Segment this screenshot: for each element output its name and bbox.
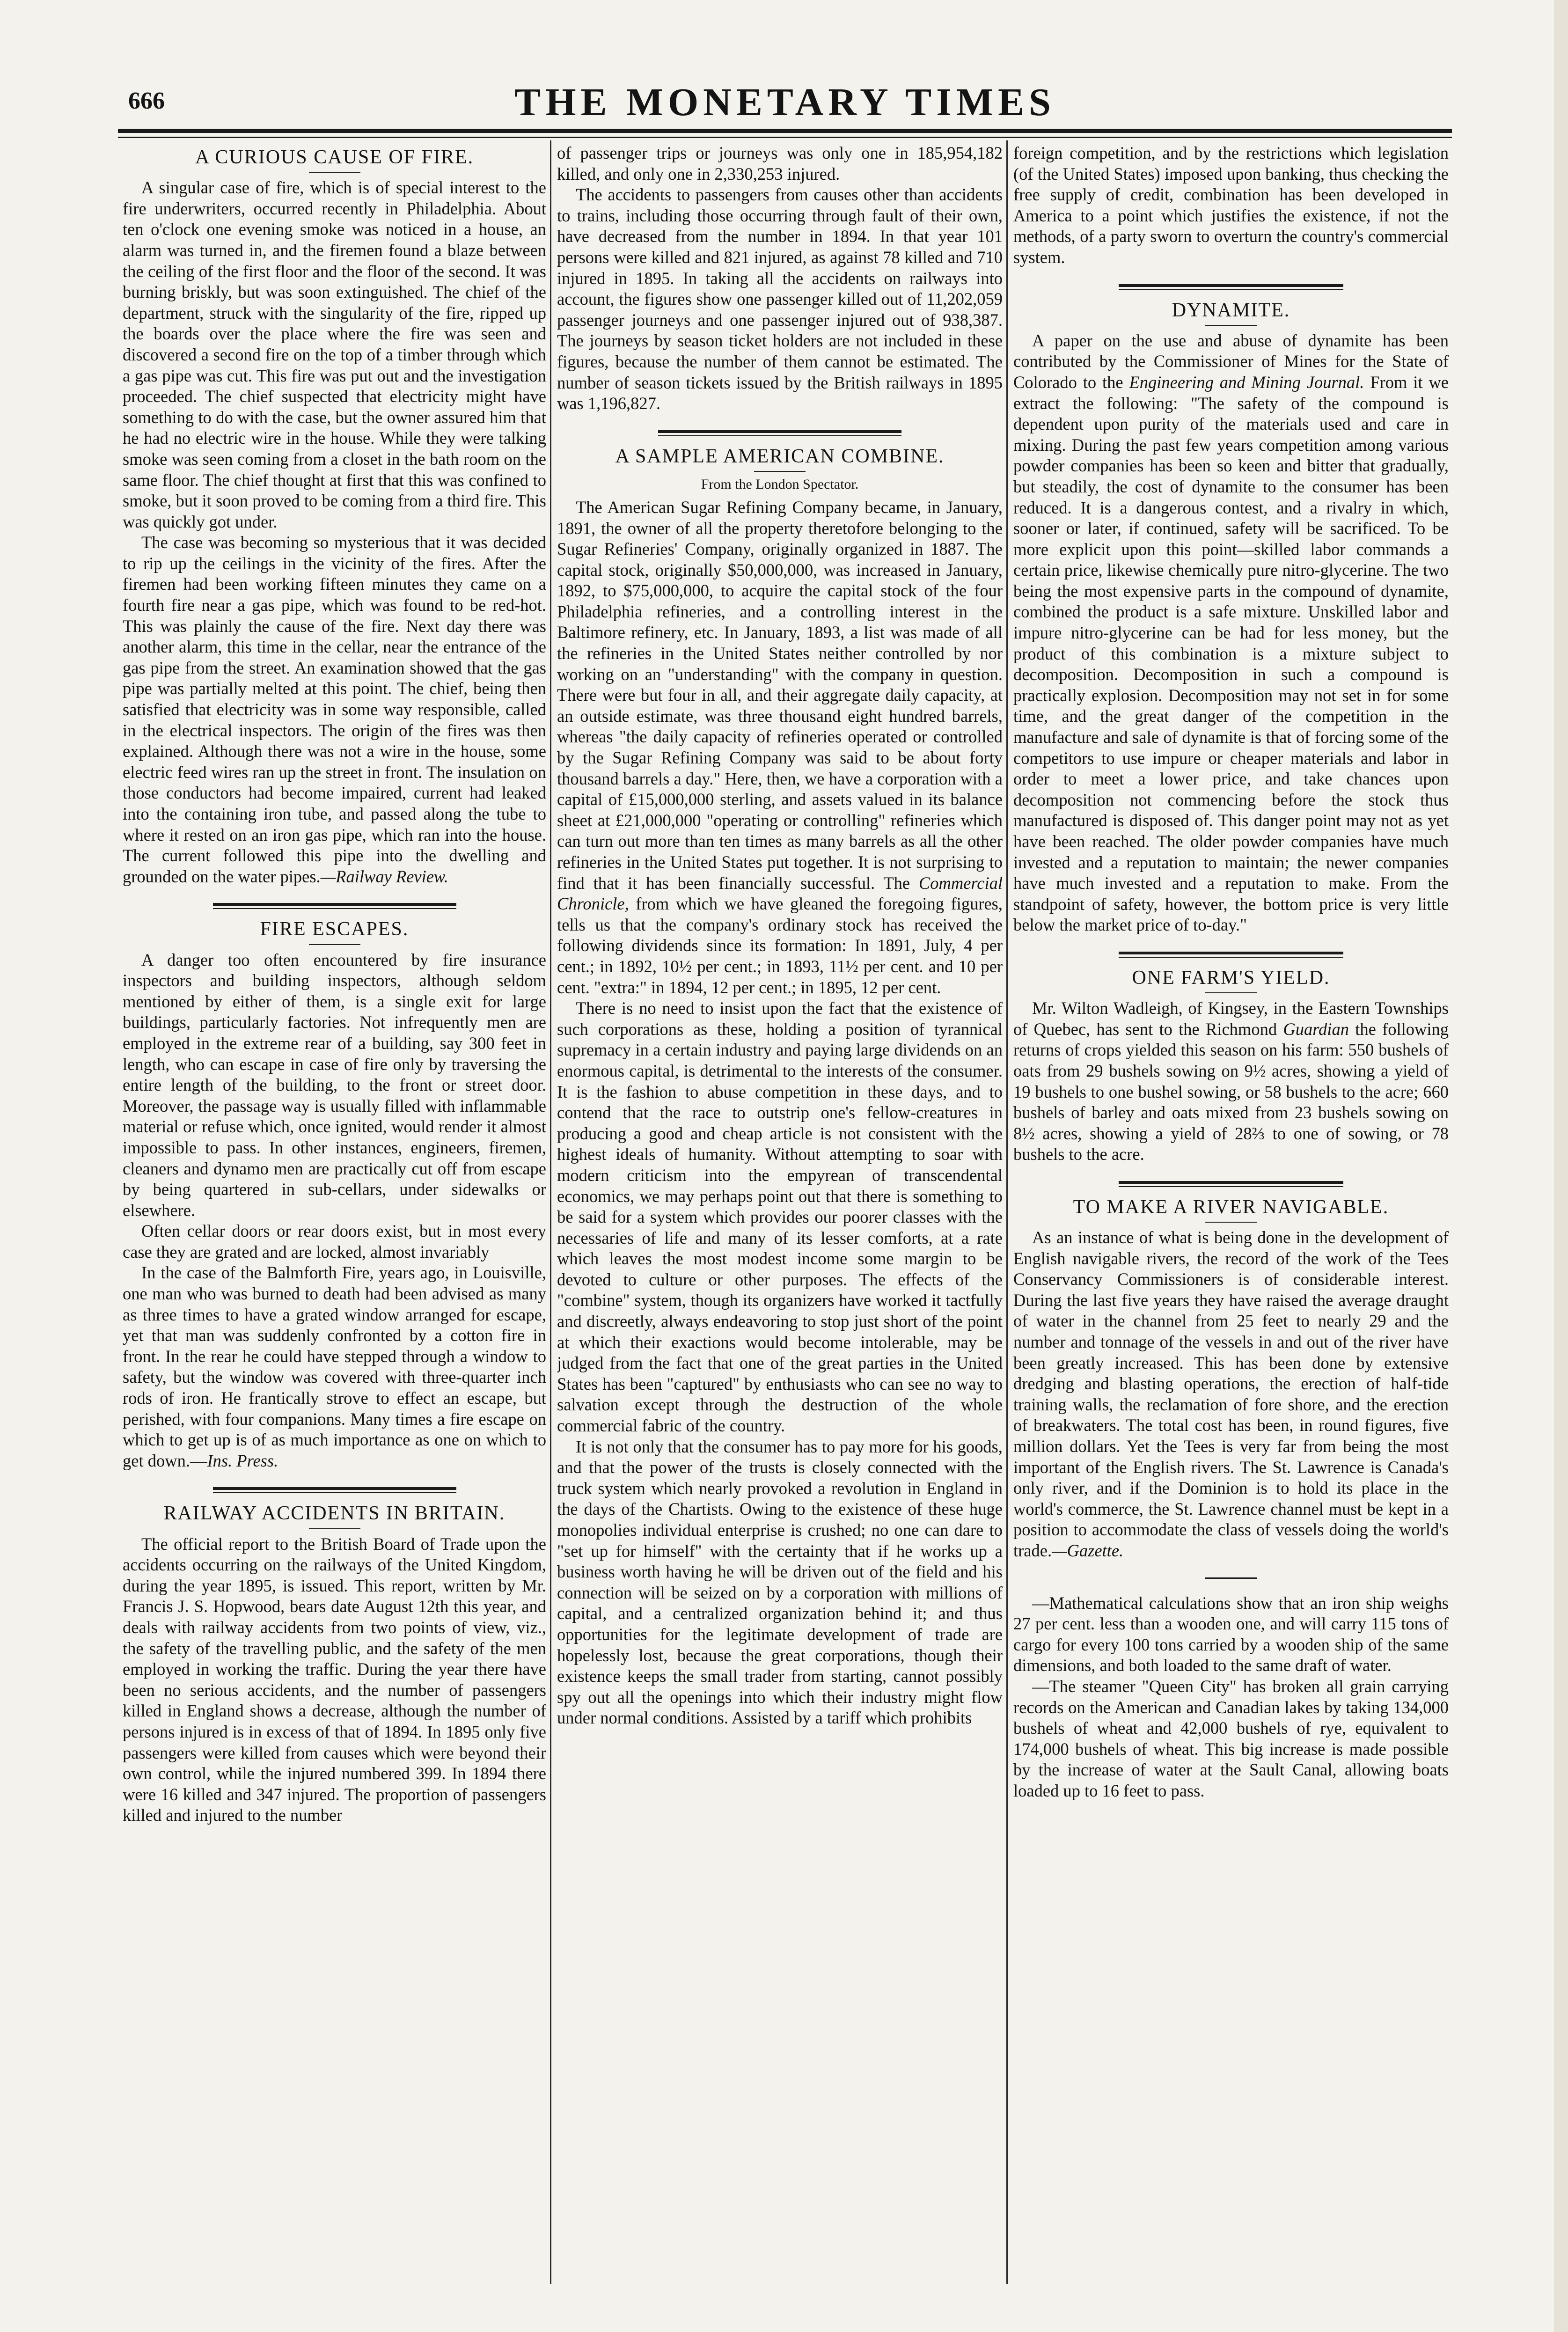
paragraph: [123, 532, 546, 887]
paragraph-text: As an instance of what is being done in the development of English navigable rivers, the record of the work of the Tees Conservancy Commissioners is of considerable interest. During the last five years they have raised the average draught of water in the channel from 25 feet to nearly 29 and the number and tonnage of the vessels in and out of the river have been greatly increased. This has been done by extensive dredging and blasting operations, the erection of half-tide training walls, the reclamation of fore shore, and the erection of breakwaters. The total cost has been, in round figures, five million dollars. Yet the Tees is very far from being the most important of the English rivers. The St. Lawrence is Canada's only river, and if the Dominion is to hold its place in the world's commerce, the St. Lawrence channel must be kept in a position to accommodate the class of vessels doing the world's trade.: [1013, 1228, 1449, 1560]
article-source: Ins. Press.: [207, 1451, 278, 1470]
article-title: DYNAMITE.: [1172, 299, 1290, 321]
title-dash: [1205, 325, 1257, 326]
page-number: 666: [128, 88, 165, 114]
article-source-line: From the London Spectator.: [701, 476, 859, 492]
paragraph: [1013, 998, 1449, 1165]
article-title: A CURIOUS CAUSE OF FIRE.: [195, 147, 474, 168]
news-note: —The steamer "Queen City" has broken all grain carrying records on the American and Canadian lakes by taking 134,000 bushels of wheat and 42,000 bushels of rye, equivalent to 174,000 bushels of wheat. This big increase is made possible by the increase of water at the Sault Canal, allowing boats loaded up to 16 feet to pass.: [1013, 1676, 1449, 1800]
article-separator: [1119, 284, 1343, 290]
paragraph: [557, 497, 1003, 998]
paragraph-text: The American Sugar Refining Company became, in January, 1891, the owner of all the property theretofore belonging to the Sugar Refineries' Company, originally organized in 1887. The capital stock, originally $50,000,000, was increased in January, 1892, to $75,000,000, to acquire the capital stock of the four Philadelphia refineries, and a controlling interest in the Baltimore refinery, etc. In January, 1893, a list was made of all the refineries in the United States neither controlled by nor working on an "understanding" with the company in question. There were but four in all, and their aggregate daily capacity, at an outside estimate, was three thousand eight hundred barrels, whereas "the daily capacity of refineries operated or controlled by the Sugar Refining Company was said to be about forty thousand barrels a day." Here, then, we have a corporation with a capital of £15,000,000 sterling, and assets valued in its balance sheet at £21,000,000 "operating or controlling" refineries which can turn out more than ten times as many barrels as all the other refineries in the United States put together. It is not surprising to find that it has been financially successful. The: [557, 497, 1003, 893]
article-title: ONE FARM'S YIELD.: [1132, 967, 1330, 989]
article-railway-accidents: [123, 1503, 546, 1826]
paragraph-text: The case was becoming so mysterious that it was decided to rip up the ceilings in the vicinity of the fires. After the firemen had been working fifteen minutes they came on a fourth fire near a gas pipe, which was found to be red-hot. This was plainly the cause of the fire. Next day there was another alarm, this time in the cellar, near the entrance of the gas pipe from the street. An examination showed that the gas pipe was partially melted at this point. The chief, being then satisfied that electricity was in some way responsible, called in the electrical inspectors. The origin of the fires was then explained. Although there was not a wire in the house, some electric feed wires ran up the street in front. The insulation on those conductors had become impaired, current had leaked into the containing iron tube, and passed along the tube to where it rested on an iron gas pipe, which ran into the house. The current followed this pipe into the dwelling and grounded on the water pipes.: [123, 533, 546, 886]
paragraph: The official report to the British Board of Trade upon the accidents occurring on the railways of the United Kingdom, during the year 1895, is issued. This report, written by Mr. Francis J. S. Hopwood, bears date August 12th this year, and deals with railway accidents from two points of view, viz., the safety of the travelling public, and the safety of the men employed in working the traffic. During the year there have been no serious accidents, and the number of passengers killed in England shows a decrease, although the number of persons injured is in excess of that of 1894. In 1895 only five passengers were killed from causes which were beyond their own control, while the injured numbered 399. In 1894 there were 16 killed and 347 injured. The proportion of passengers killed and injured to the number: [123, 1534, 546, 1825]
article-title: RAILWAY ACCIDENTS IN BRITAIN.: [163, 1503, 506, 1525]
article-dynamite: [1013, 300, 1449, 936]
paragraph: of passenger trips or journeys was only one in 185,954,182 killed, and only one in 2,330,253 injured.: [557, 143, 1003, 183]
article-title: A SAMPLE AMERICAN COMBINE.: [615, 445, 945, 467]
article-separator: [213, 903, 456, 909]
column-2: [557, 143, 1003, 2296]
paragraph: A danger too often encountered by fire insurance inspectors and building inspectors, although seldom mentioned by either of them, is a single exit for large buildings, particularly factories. Not infrequently men are employed in the extreme rear of a building, say 300 feet in length, who can escape in case of fire only by traversing the entire length of the building, to the front or street door. Moreover, the passage way is usually filled with inflammable material or refuse which, once ignited, would render it almost impossible to pass. In other instances, engineers, firemen, cleaners and dynamo men are practically cut off from escape by being quartered in sub-cellars, under sidewalks or elsewhere.: [123, 950, 546, 1220]
article-body: [557, 497, 1003, 1729]
paragraph: foreign competition, and by the restrictions which legislation (of the United States) imposed upon banking, thus checking the free supply of credit, combination has been developed in America to a point which justifies the existence, if not the methods, of a party sworn to overturn the country's commercial system.: [1013, 143, 1449, 267]
article-body: [1013, 143, 1449, 268]
header-rule: [118, 129, 1452, 133]
title-dash: [309, 172, 360, 173]
article-separator: [658, 430, 901, 436]
article-title: FIRE ESCAPES.: [260, 918, 409, 940]
paragraph: There is no need to insist upon the fact that the existence of such corporations as these, holding a position of tyrannical supremacy in a certain industry and paying large dividends on an enormous capital, is detrimental to the interests of the consumer. It is the fashion to abuse competition in these days, and to contend that the race to outstrip one's fellow-creatures in producing a good and cheap article is not consistent with the highest ideals of humanity. Without attempting to soar with modern criticism into the empyrean of transcendental economics, we may perhaps point out that there is something to be said for a system which provides our poorer classes with the necessaries of life and many of its lesser comforts, at a rate which leaves the most modest income some margin to be devoted to culture or other purposes. The effects of the "combine" system, though its organizers have worked it tactfully and discreetly, always endeavoring to stop just short of the point at which their exactions would become intolerable, may be judged from the fact that one of the great parties in the United States has been "captured" by enthusiasts who can see no way to salvation except through the destruction of the whole commercial fabric of the country.: [557, 998, 1003, 1436]
title-dash: [754, 471, 806, 472]
paragraph-text: Mr. Wilton Wadleigh, of Kingsey, in the Eastern Townships of Quebec, has sent to the Richmond: [1013, 998, 1449, 1039]
publication-name: Guardian: [1283, 1019, 1349, 1039]
page-header: [118, 74, 1452, 125]
article-fire-escapes: [123, 918, 546, 1471]
publication-name: Engineering and Mining Journal.: [1129, 372, 1364, 392]
article-body: [1013, 1227, 1449, 1562]
article-source: —Railway Review.: [320, 866, 448, 886]
article-body: [123, 950, 546, 1472]
title-dash: [1205, 1222, 1257, 1223]
article-body: [123, 177, 546, 887]
news-notes: [1013, 1593, 1449, 1802]
article-railway-accidents-continued: [557, 143, 1003, 414]
paragraph: [123, 1262, 546, 1471]
column-1: [123, 143, 546, 2296]
article-body: [123, 1534, 546, 1826]
column-divider: [550, 140, 551, 2284]
notes-rule: [1205, 1577, 1257, 1579]
paragraph: [1013, 1227, 1449, 1562]
column-divider: [1006, 140, 1008, 2284]
title-dash: [1205, 992, 1257, 993]
page-edge: [1554, 0, 1568, 2332]
column-3: [1013, 143, 1449, 2296]
paragraph: [1013, 330, 1449, 936]
article-separator: [1119, 1181, 1343, 1187]
paragraph: The accidents to passengers from causes other than accidents to trains, including those occurring through fault of their own, have decreased from the number in 1894. In that year 101 persons were killed and 821 injured, as against 78 killed and 710 injured in 1895. In taking all the accidents on railways into account, the figures show one passenger killed out of 11,202,059 passenger journeys and one passenger injured out of 938,387. The journeys by season ticket holders are not included in these figures, because the number of them cannot be estimated. The number of season tickets issued by the British railways in 1895 was 1,196,827.: [557, 185, 1003, 413]
article-american-combine: [557, 446, 1003, 1729]
paragraph-text: from which we have gleaned the foregoing figures, tells us that the company's ordinary stock has received the following dividends since its formation: In 1891, July, 4 per cent.; in 1892, 10½ per cent.; in 1893, 11½ per cent. and 10 per cent. "extra:" in 1894, 12 per cent.; in 1895, 12 per cent.: [557, 894, 1003, 997]
news-note: —Mathematical calculations show that an iron ship weighs 27 per cent. less than a wooden one, and will carry 115 tons of cargo for every 100 tons carried by a wooden ship of the same dimensions, and both loaded to the same draft of water.: [1013, 1593, 1449, 1675]
article-body: [1013, 330, 1449, 936]
article-separator: [213, 1487, 456, 1493]
header-rule-thin: [118, 137, 1452, 138]
article-body: [557, 143, 1003, 414]
article-american-combine-continued: [1013, 143, 1449, 268]
paragraph-text: In the case of the Balmforth Fire, years ago, in Louisville, one man who was burned to death had been advised as many as three times to have a grated window arranged for escape, yet that man was suddenly confronted by a cotton fire in front. In the rear he could have stepped through a window to safety, but the window was covered with three-quarter inch rods of iron. He frantically strove to effect an escape, but perished, with four companions. Many times a fire escape on which to get up is of as much importance as one on which to get down.—: [123, 1263, 546, 1470]
notes-body: [1013, 1593, 1449, 1802]
article-body: [1013, 998, 1449, 1165]
paragraph: A singular case of fire, which is of special interest to the fire underwriters, occurred recently in Philadelphia. About ten o'clock one evening smoke was noticed in a house, an alarm was turned in, and the firemen found a blaze between the ceiling of the first floor and the floor of the second. It was burning briskly, but was soon extinguished. The chief of the department, struck with the singularity of the fire, ripped up the boards over the place where the fire was seen and discovered a second fire on the top of a timber through which a gas pipe was cut. This fire was put out and the investigation proceeded. The chief suspected that electricity might have something to do with the case, but the owner assured him that he had no electric wire in the house. While they were talking smoke was seen coming from a closet in the bath room on the same floor. The chief thought at first that this was confined to smoke, but it soon proved to be coming from a third fire. This was quickly got under.: [123, 178, 546, 531]
article-curious-fire: [123, 147, 546, 887]
paragraph-text: A paper on the use and abuse of dynamite has been contributed by the Commissioner of Mines for the State of Colorado to the: [1013, 330, 1449, 392]
paragraph: It is not only that the consumer has to pay more for his goods, and that the power of the trusts is closely connected with the truck system which nearly provoked a revolution in England in the days of the Chartists. Owing to the existence of these huge monopolies individual enterprise is crushed; no one can dare to "set up for himself" with the certainty that if he works up a business worth having he will be driven out of the field and his connection will be seized on by a corporation with millions of capital, and a centralized organization behind it; and thus opportunities for the legitimate development of trade are hopelessly lost, because the great corporations, though their existence keeps the small trader from starting, cannot possibly spy out all the openings into which their industry might flow under normal conditions. Assisted by a tariff which prohibits: [557, 1437, 1003, 1728]
publication-name: Commercial Chronicle,: [557, 873, 1003, 914]
title-dash: [309, 944, 360, 945]
article-separator: [1119, 952, 1343, 958]
title-dash: [309, 1528, 360, 1529]
article-river-navigable: [1013, 1196, 1449, 1562]
article-farm-yield: [1013, 967, 1449, 1165]
masthead: THE MONETARY TIMES: [514, 81, 1055, 124]
paragraph: Often cellar doors or rear doors exist, but in most every case they are grated and are locked, almost invariably: [123, 1221, 546, 1261]
paragraph-text: From it we extract the following: "The safety of the compound is dependent upon purity of the materials used and care in mixing. During the past few years competition among various powder companies has been so keen and bitter that gradually, but steadily, the cost of dynamite to the consumer has been reduced. It is a dangerous contest, and a rivalry in which, sooner or later, if continued, safety will be sacrificed. To be more explicit upon this point—skilled labor commands a certain price, likewise chemically pure nitro-glycerine. The two being the most expensive parts in the compound of dynamite, combined the product is a safe mixture. Unskilled labor and impure nitro-glycerine can be had for less money, but the product of this combination is a mixture subject to decomposition. Decomposition in such a compound is practically explosion. Decomposition may not set in for some time, and the great danger of the competition in the manufacture and sale of dynamite is that of forcing some of the competitors to use impure or cheaper materials and labor in order to meet a lower price, and take chances upon decomposition not commencing before the stock thus manufactured is disposed of. This danger point may not as yet have been reached. The older powder companies have much invested and a reputation to maintain; the newer companies have much invested and a reputation to make. From the standpoint of safety, however, the bottom price is very little below the market price of to-day.": [1013, 372, 1449, 935]
article-source: —Gazette.: [1052, 1541, 1124, 1560]
article-title: TO MAKE A RIVER NAVIGABLE.: [1073, 1196, 1389, 1218]
paragraph-text: the following returns of crops yielded this season on his farm: 550 bushels of oats from 29 bushels sowing on 9½ acres, showing a yield of 19 bushels to one bushel sowing, or 58 bushels to the acre; 660 bushels of barley and oats mixed from 23 bushels sowing on 8½ acres, showing a yield of 28⅔ to one of sowing, or 78 bushels to the acre.: [1013, 1019, 1449, 1164]
